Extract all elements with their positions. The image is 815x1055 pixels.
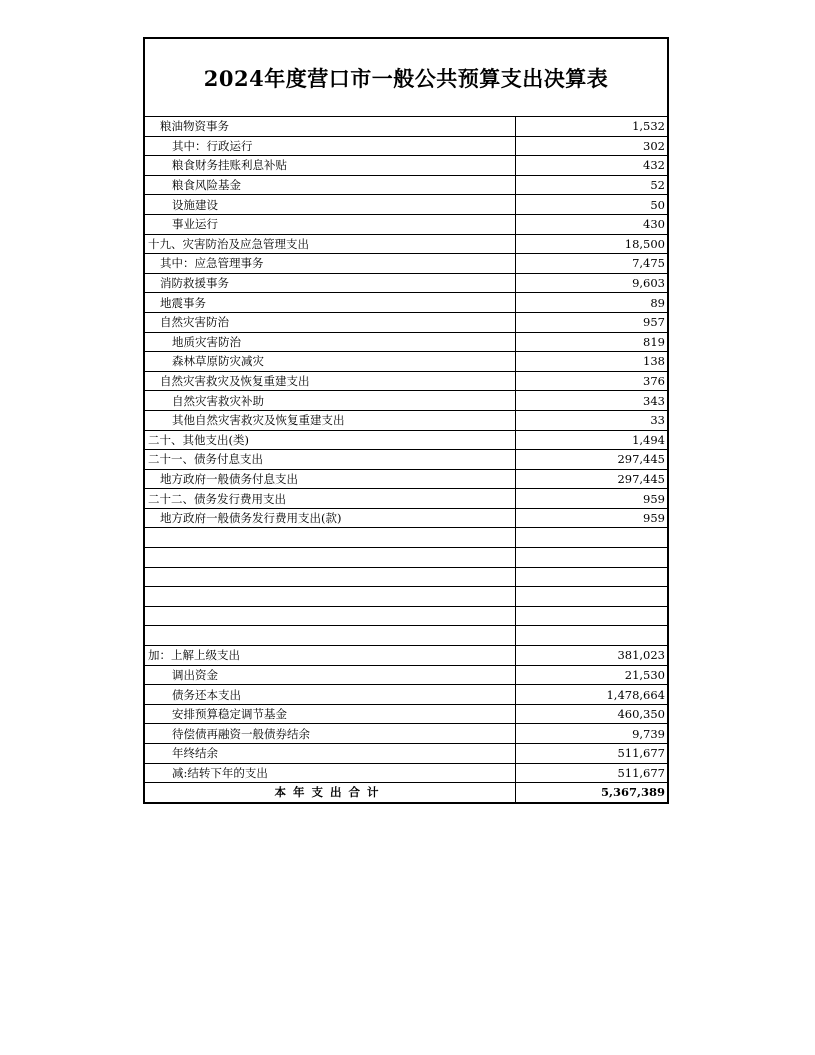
table-body [145, 117, 667, 783]
table-row [145, 293, 667, 313]
row-value: 89 [516, 293, 668, 313]
table-row [145, 665, 667, 685]
row-label: 其他自然灾害救灾及恢复重建支出 [145, 410, 516, 430]
row-value [516, 606, 668, 626]
row-label: 设施建设 [145, 195, 516, 215]
expenditure-table [145, 117, 667, 802]
table-row [145, 469, 667, 489]
row-value: 138 [516, 352, 668, 372]
row-label: 加：上解上级支出 [145, 646, 516, 666]
row-label [145, 548, 516, 568]
row-label: 粮油物资事务 [145, 117, 516, 136]
table-row [145, 489, 667, 509]
table-row [145, 214, 667, 234]
table-row [145, 606, 667, 626]
table-row [145, 195, 667, 215]
row-value: 381,023 [516, 646, 668, 666]
row-value: 9,603 [516, 273, 668, 293]
table-row [145, 175, 667, 195]
table-row [145, 704, 667, 724]
table-row [145, 156, 667, 176]
row-value [516, 626, 668, 646]
row-value [516, 587, 668, 607]
row-value: 819 [516, 332, 668, 352]
table-row [145, 430, 667, 450]
row-value: 7,475 [516, 254, 668, 274]
table-row [145, 646, 667, 666]
row-label: 二十一、债务付息支出 [145, 450, 516, 470]
table-row [145, 548, 667, 568]
table-row [145, 763, 667, 783]
row-value: 52 [516, 175, 668, 195]
row-value: 1,494 [516, 430, 668, 450]
budget-sheet [143, 37, 669, 804]
row-value: 297,445 [516, 450, 668, 470]
row-label: 减:结转下年的支出 [145, 763, 516, 783]
row-value [516, 567, 668, 587]
table-row [145, 724, 667, 744]
row-value: 376 [516, 371, 668, 391]
row-value: 18,500 [516, 234, 668, 254]
row-value: 432 [516, 156, 668, 176]
row-label [145, 587, 516, 607]
table-row [145, 352, 667, 372]
row-value: 297,445 [516, 469, 668, 489]
row-value: 957 [516, 312, 668, 332]
total-row [145, 783, 667, 802]
row-label: 债务还本支出 [145, 685, 516, 705]
row-label: 其中：行政运行 [145, 136, 516, 156]
row-label: 自然灾害救灾补助 [145, 391, 516, 411]
row-label: 自然灾害防治 [145, 312, 516, 332]
table-row [145, 410, 667, 430]
row-label: 年终结余 [145, 744, 516, 764]
table-row [145, 391, 667, 411]
row-label: 二十、其他支出(类) [145, 430, 516, 450]
row-label: 地震事务 [145, 293, 516, 313]
row-value: 511,677 [516, 744, 668, 764]
row-label: 十九、灾害防治及应急管理支出 [145, 234, 516, 254]
row-label: 安排预算稳定调节基金 [145, 704, 516, 724]
row-label: 消防救援事务 [145, 273, 516, 293]
table-row [145, 234, 667, 254]
row-value: 959 [516, 508, 668, 528]
row-label: 地方政府一般债务付息支出 [145, 469, 516, 489]
table-row [145, 312, 667, 332]
row-label: 自然灾害救灾及恢复重建支出 [145, 371, 516, 391]
row-value: 959 [516, 489, 668, 509]
row-label: 森林草原防灾减灾 [145, 352, 516, 372]
total-value: 5,367,389 [600, 785, 665, 800]
table-row [145, 685, 667, 705]
row-label: 待偿债再融资一般债券结余 [145, 724, 516, 744]
row-value: 9,739 [516, 724, 668, 744]
row-label: 二十二、债务发行费用支出 [145, 489, 516, 509]
row-value: 33 [516, 410, 668, 430]
row-label: 事业运行 [145, 214, 516, 234]
table-row [145, 332, 667, 352]
row-label [145, 626, 516, 646]
row-value [516, 528, 668, 548]
table-row [145, 744, 667, 764]
row-label [145, 606, 516, 626]
table-row [145, 587, 667, 607]
row-label: 其中：应急管理事务 [145, 254, 516, 274]
table-row [145, 273, 667, 293]
table-row [145, 567, 667, 587]
row-label: 粮食财务挂账利息补贴 [145, 156, 516, 176]
table-row [145, 254, 667, 274]
row-label [145, 528, 516, 548]
total-label: 本年支出合计 [145, 783, 516, 802]
row-value [516, 548, 668, 568]
row-value: 1,532 [516, 117, 668, 136]
row-value: 430 [516, 214, 668, 234]
row-value: 460,350 [516, 704, 668, 724]
table-row [145, 626, 667, 646]
row-label: 地质灾害防治 [145, 332, 516, 352]
table-row [145, 371, 667, 391]
row-value: 50 [516, 195, 668, 215]
row-value: 343 [516, 391, 668, 411]
table-row [145, 117, 667, 136]
row-value: 21,530 [516, 665, 668, 685]
table-row [145, 528, 667, 548]
row-value: 511,677 [516, 763, 668, 783]
table-row [145, 450, 667, 470]
table-row [145, 508, 667, 528]
row-label [145, 567, 516, 587]
row-label: 地方政府一般债务发行费用支出(款) [145, 508, 516, 528]
row-label: 粮食风险基金 [145, 175, 516, 195]
row-label: 调出资金 [145, 665, 516, 685]
table-row [145, 136, 667, 156]
row-value: 302 [516, 136, 668, 156]
page-title: 2024年度营口市一般公共预算支出决算表 [145, 39, 667, 117]
row-value: 1,478,664 [516, 685, 668, 705]
